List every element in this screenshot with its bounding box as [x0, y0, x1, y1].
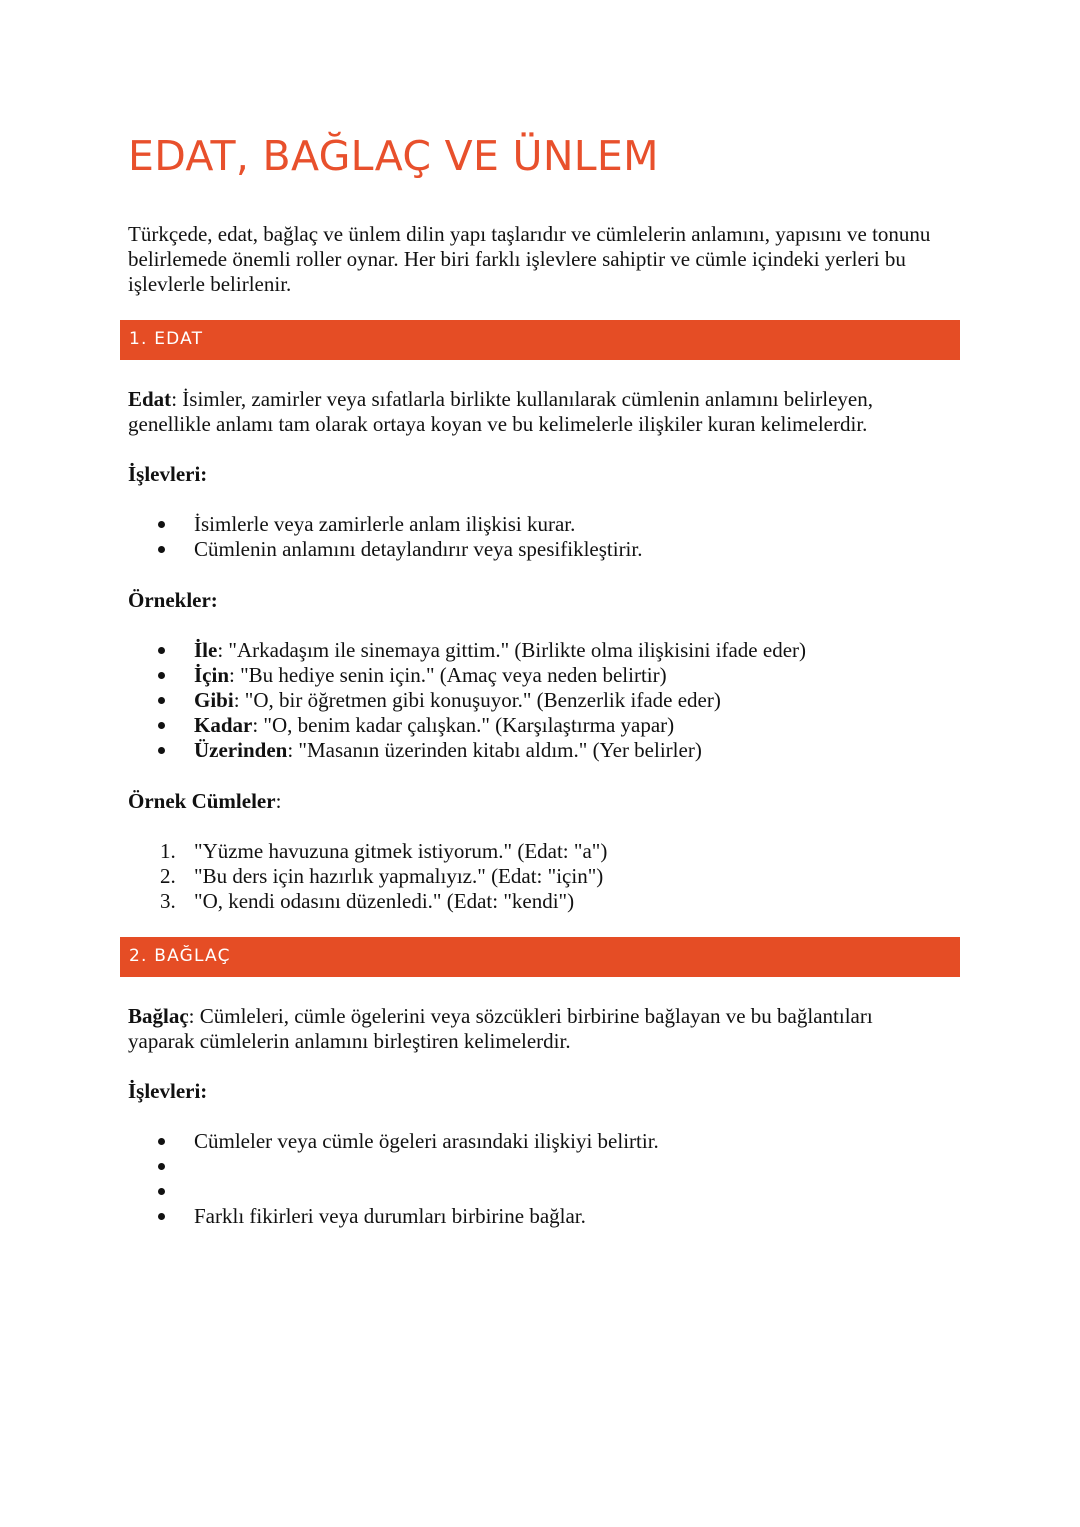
- definition-term: Edat: [128, 387, 172, 411]
- intro-paragraph: Türkçede, edat, bağlaç ve ünlem dilin yapı taşlarıdır ve cümlelerin anlamını, yapısını ve tonunu belirlemede önemli roller oynar. Her biri farklı işlevlere sahiptir ve cümle içindeki yerleri bu işlevlerle belirlenir.: [128, 222, 931, 296]
- section-header-label: 2. BAĞLAÇ: [129, 946, 231, 966]
- bullet-icon: [158, 672, 165, 679]
- bullet-icon: [158, 1188, 165, 1195]
- document-title: EDAT, BAĞLAÇ VE ÜNLEM: [128, 132, 659, 180]
- baglac-functions-label: İşlevleri:: [128, 1079, 208, 1103]
- edat-sentences-label: Örnek Cümleler:: [128, 789, 282, 813]
- baglac-definition: [128, 1004, 928, 1054]
- section-header-label: 1. EDAT: [129, 329, 204, 349]
- bullet-icon: [158, 546, 165, 553]
- bullet-icon: [158, 1163, 165, 1170]
- edat-examples-label: Örnekler:: [128, 588, 218, 612]
- definition-text: : İsimler, zamirler veya sıfatlarla birlikte kullanılarak cümlenin anlamını belirleyen, genellikle anlamı tam olarak ortaya koyan ve bu kelimelerle ilişkiler kuran kelimelerdir.: [128, 387, 873, 436]
- edat-functions-label: İşlevleri:: [128, 462, 208, 486]
- section-header-baglac: [120, 937, 960, 977]
- edat-definition: [128, 387, 928, 437]
- section-header-edat: [120, 320, 960, 360]
- bullet-icon: [158, 747, 165, 754]
- bullet-icon: [158, 521, 165, 528]
- bullet-icon: [158, 722, 165, 729]
- bullet-icon: [158, 697, 165, 704]
- document-page: EDAT, BAĞLAÇ VE ÜNLEM Türkçede, edat, bağlaç ve ünlem dilin yapı taşlarıdır ve cümlelerin anlamını, yapısını ve tonunu belirlemede önemli roller oynar. Her biri farklı işlevlere sahiptir ve cümle içindeki yerleri bu işlevlerle belirlenir. 1. EDAT Edat: İsimler, zamirler veya sıfatlarla birlikte kullanılarak cümlenin anlamını belirleyen, genellikle anlamı tam olarak ortaya koyan ve bu kelimelerle ilişkiler kuran kelimelerdir. İşlevleri: İsimlerle veya zamirlerle anlam ilişkisi kurar. Cümlenin anlamını detaylandırır veya spesifikleştirir. Örnekler: İle: "Arkadaşım ile sinemaya gittim." (Birlikte olma ilişkisini ifade eder) İçin: "Bu hediye senin için." (Amaç veya neden belirtir) Gibi: "O, bir öğretmen gibi konuşuyor." (Benzerlik ifade eder) Kadar: "O, benim kadar çalışkan." (Karşılaştırma yapar) Üzerinden: "Masanın üzerinden kitabı aldım." (Yer belirler) Örnek Cümleler: 1. "Yüzme havuzuna gitmek istiyorum." (Edat: "a") 2. "Bu ders için hazırlık yapmalıyız." (Edat: "için") 3. "O, kendi odasını düzenledi." (Edat: "kendi") 2. BAĞLAÇ Bağlaç: Cümleleri, cümle ögelerini veya sözcükleri birbirine bağlayan ve bu bağlantıları yaparak cümlelerin anlamını birleştiren kelimelerdir. İşlevleri: Cümleler veya cümle ögeleri arasındaki ilişkiyi belirtir. Farklı fikirleri veya durumları birbirine bağlar.: [0, 0, 1080, 1527]
- definition-term: Bağlaç: [128, 1004, 189, 1028]
- definition-text: : Cümleleri, cümle ögelerini veya sözcükleri birbirine bağlayan ve bu bağlantıları yaparak cümlelerin anlamını birleştiren kelimelerdir.: [128, 1004, 873, 1053]
- bullet-icon: [158, 1213, 165, 1220]
- bullet-icon: [158, 1138, 165, 1145]
- bullet-icon: [158, 647, 165, 654]
